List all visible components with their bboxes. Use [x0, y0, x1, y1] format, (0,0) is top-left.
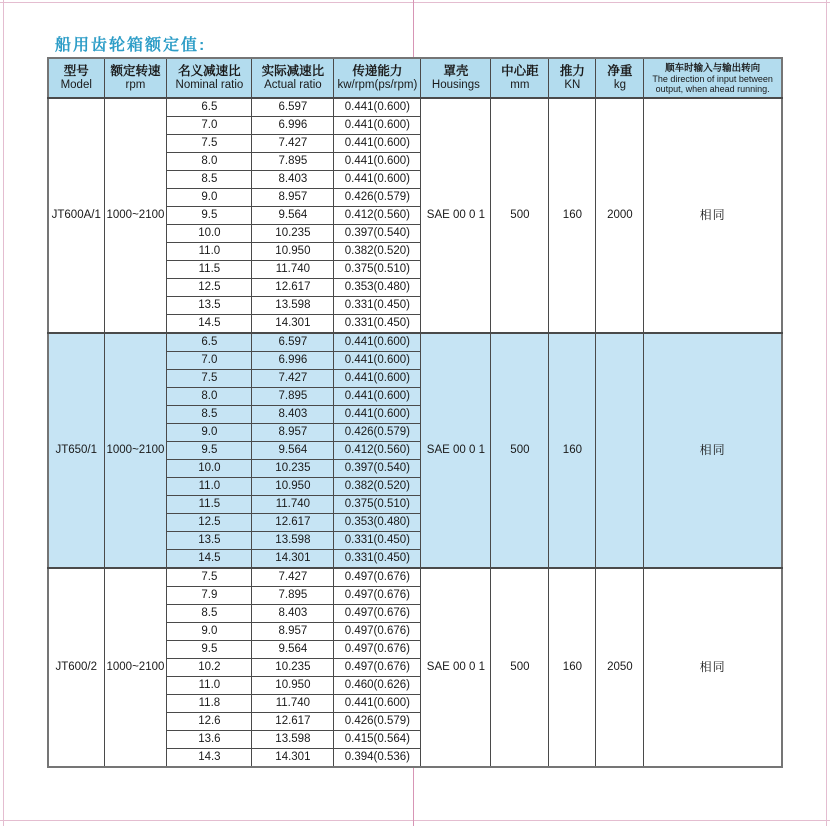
housing-cell: SAE 00 0 1: [421, 568, 491, 767]
actual-ratio-cell: 7.895: [252, 587, 334, 605]
header-rated-speed-en: rpm: [125, 79, 146, 91]
housing-cell: SAE 00 0 1: [421, 98, 491, 333]
capacity-cell: 0.441(0.600): [334, 695, 421, 713]
capacity-cell: 0.375(0.510): [334, 261, 421, 279]
header-direction-zh: 顺车时输入与输出转向: [665, 62, 761, 74]
actual-ratio-cell: 6.996: [252, 117, 334, 135]
header-nominal-ratio-en: Nominal ratio: [175, 79, 244, 91]
nominal-ratio-cell: 14.5: [167, 315, 252, 334]
model-cell: JT650/1: [48, 333, 104, 568]
guide-line-bottom: [0, 820, 830, 821]
capacity-cell: 0.415(0.564): [334, 731, 421, 749]
housing-cell: SAE 00 0 1: [421, 333, 491, 568]
header-thrust: [549, 58, 596, 98]
nominal-ratio-cell: 10.0: [167, 460, 252, 478]
capacity-cell: 0.497(0.676): [334, 605, 421, 623]
actual-ratio-cell: 13.598: [252, 532, 334, 550]
nominal-ratio-cell: 7.5: [167, 568, 252, 587]
nominal-ratio-cell: 14.5: [167, 550, 252, 569]
capacity-cell: 0.497(0.676): [334, 568, 421, 587]
capacity-cell: 0.331(0.450): [334, 532, 421, 550]
nominal-ratio-cell: 12.5: [167, 514, 252, 532]
weight-cell: 2000: [596, 98, 644, 333]
nominal-ratio-cell: 9.0: [167, 189, 252, 207]
header-weight: [596, 58, 644, 98]
actual-ratio-cell: 12.617: [252, 514, 334, 532]
capacity-cell: 0.441(0.600): [334, 98, 421, 117]
nominal-ratio-cell: 9.0: [167, 424, 252, 442]
header-center-distance-en: mm: [510, 79, 530, 91]
capacity-cell: 0.412(0.560): [334, 207, 421, 225]
actual-ratio-cell: 8.403: [252, 171, 334, 189]
nominal-ratio-cell: 11.0: [167, 677, 252, 695]
nominal-ratio-cell: 13.5: [167, 532, 252, 550]
data-row: [48, 98, 782, 117]
weight-cell: [596, 333, 644, 568]
actual-ratio-cell: 7.895: [252, 153, 334, 171]
capacity-cell: 0.331(0.450): [334, 297, 421, 315]
nominal-ratio-cell: 11.0: [167, 478, 252, 496]
actual-ratio-cell: 9.564: [252, 442, 334, 460]
center-distance-cell: 500: [491, 568, 549, 767]
nominal-ratio-cell: 7.0: [167, 117, 252, 135]
actual-ratio-cell: 13.598: [252, 731, 334, 749]
nominal-ratio-cell: 14.3: [167, 749, 252, 768]
nominal-ratio-cell: 11.0: [167, 243, 252, 261]
actual-ratio-cell: 8.403: [252, 605, 334, 623]
capacity-cell: 0.441(0.600): [334, 171, 421, 189]
header-weight-en: kg: [613, 79, 626, 91]
capacity-cell: 0.441(0.600): [334, 388, 421, 406]
header-model: [48, 58, 104, 98]
capacity-cell: 0.441(0.600): [334, 352, 421, 370]
actual-ratio-cell: 10.950: [252, 478, 334, 496]
data-row: [48, 333, 782, 352]
header-model-en: Model: [60, 79, 92, 91]
data-row: [48, 568, 782, 587]
nominal-ratio-cell: 7.5: [167, 135, 252, 153]
capacity-cell: 0.441(0.600): [334, 370, 421, 388]
thrust-cell: 160: [549, 568, 596, 767]
model-cell: JT600/2: [48, 568, 104, 767]
capacity-cell: 0.441(0.600): [334, 333, 421, 352]
actual-ratio-cell: 14.301: [252, 315, 334, 334]
nominal-ratio-cell: 10.0: [167, 225, 252, 243]
actual-ratio-cell: 11.740: [252, 261, 334, 279]
capacity-cell: 0.331(0.450): [334, 315, 421, 334]
capacity-cell: 0.441(0.600): [334, 117, 421, 135]
header-capacity-zh: 传递能力: [352, 64, 403, 78]
actual-ratio-cell: 8.957: [252, 424, 334, 442]
capacity-cell: 0.394(0.536): [334, 749, 421, 768]
thrust-cell: 160: [549, 98, 596, 333]
capacity-cell: 0.426(0.579): [334, 713, 421, 731]
actual-ratio-cell: 11.740: [252, 496, 334, 514]
capacity-cell: 0.353(0.480): [334, 279, 421, 297]
model-cell: JT600A/1: [48, 98, 104, 333]
capacity-cell: 0.412(0.560): [334, 442, 421, 460]
guide-line-left: [3, 0, 4, 826]
nominal-ratio-cell: 9.0: [167, 623, 252, 641]
capacity-cell: 0.497(0.676): [334, 587, 421, 605]
rated-speed-cell: 1000~2100: [104, 98, 167, 333]
actual-ratio-cell: 14.301: [252, 550, 334, 569]
capacity-cell: 0.426(0.579): [334, 189, 421, 207]
actual-ratio-cell: 8.957: [252, 623, 334, 641]
capacity-cell: 0.397(0.540): [334, 225, 421, 243]
actual-ratio-cell: 10.235: [252, 225, 334, 243]
capacity-cell: 0.375(0.510): [334, 496, 421, 514]
capacity-cell: 0.460(0.626): [334, 677, 421, 695]
nominal-ratio-cell: 13.5: [167, 297, 252, 315]
header-housings: [421, 58, 491, 98]
capacity-cell: 0.426(0.579): [334, 424, 421, 442]
nominal-ratio-cell: 10.2: [167, 659, 252, 677]
header-thrust-en: KN: [564, 79, 581, 91]
table-body: [48, 98, 782, 767]
header-direction: [644, 58, 782, 98]
nominal-ratio-cell: 9.5: [167, 641, 252, 659]
nominal-ratio-cell: 9.5: [167, 207, 252, 225]
thrust-cell: 160: [549, 333, 596, 568]
actual-ratio-cell: 8.957: [252, 189, 334, 207]
capacity-cell: 0.497(0.676): [334, 641, 421, 659]
nominal-ratio-cell: 8.5: [167, 406, 252, 424]
capacity-cell: 0.353(0.480): [334, 514, 421, 532]
capacity-cell: 0.441(0.600): [334, 153, 421, 171]
nominal-ratio-cell: 8.0: [167, 388, 252, 406]
center-distance-cell: 500: [491, 98, 549, 333]
actual-ratio-cell: 7.427: [252, 135, 334, 153]
page-title: 船用齿轮箱额定值:: [55, 37, 207, 54]
header-actual-ratio: [252, 58, 334, 98]
header-center-distance-zh: 中心距: [501, 64, 539, 78]
nominal-ratio-cell: 7.0: [167, 352, 252, 370]
capacity-cell: 0.441(0.600): [334, 135, 421, 153]
actual-ratio-cell: 7.895: [252, 388, 334, 406]
capacity-cell: 0.397(0.540): [334, 460, 421, 478]
actual-ratio-cell: 11.740: [252, 695, 334, 713]
header-housings-en: Housings: [431, 79, 480, 91]
header-actual-ratio-zh: 实际减速比: [261, 64, 325, 78]
actual-ratio-cell: 6.597: [252, 333, 334, 352]
capacity-cell: 0.382(0.520): [334, 243, 421, 261]
center-distance-cell: 500: [491, 333, 549, 568]
capacity-cell: 0.331(0.450): [334, 550, 421, 569]
guide-line-right: [826, 0, 827, 826]
nominal-ratio-cell: 9.5: [167, 442, 252, 460]
weight-cell: 2050: [596, 568, 644, 767]
capacity-cell: 0.497(0.676): [334, 623, 421, 641]
header-direction-en: The direction of input between output, when ahead running.: [652, 73, 773, 94]
header-actual-ratio-en: Actual ratio: [264, 79, 322, 91]
header-nominal-ratio-zh: 名义减速比: [178, 64, 241, 78]
actual-ratio-cell: 8.403: [252, 406, 334, 424]
nominal-ratio-cell: 8.5: [167, 171, 252, 189]
header-housings-zh: 罩壳: [443, 64, 469, 78]
header-weight-zh: 净重: [607, 64, 633, 78]
direction-cell: 相同: [644, 333, 782, 568]
actual-ratio-cell: 7.427: [252, 568, 334, 587]
actual-ratio-cell: 12.617: [252, 279, 334, 297]
actual-ratio-cell: 10.235: [252, 659, 334, 677]
nominal-ratio-cell: 8.0: [167, 153, 252, 171]
nominal-ratio-cell: 7.9: [167, 587, 252, 605]
header-center-distance: [491, 58, 549, 98]
capacity-cell: 0.441(0.600): [334, 406, 421, 424]
actual-ratio-cell: 10.235: [252, 460, 334, 478]
direction-cell: 相同: [644, 568, 782, 767]
header-model-zh: 型号: [63, 64, 89, 78]
actual-ratio-cell: 12.617: [252, 713, 334, 731]
table-header-row: [48, 58, 782, 98]
capacity-cell: 0.497(0.676): [334, 659, 421, 677]
actual-ratio-cell: 9.564: [252, 207, 334, 225]
guide-line-top: [0, 2, 830, 3]
nominal-ratio-cell: 11.5: [167, 496, 252, 514]
actual-ratio-cell: 9.564: [252, 641, 334, 659]
nominal-ratio-cell: 7.5: [167, 370, 252, 388]
rated-speed-cell: 1000~2100: [104, 568, 167, 767]
rated-speed-cell: 1000~2100: [104, 333, 167, 568]
direction-cell: 相同: [644, 98, 782, 333]
header-capacity-en: kw/rpm(ps/rpm): [337, 79, 418, 91]
header-thrust-zh: 推力: [559, 64, 585, 78]
nominal-ratio-cell: 11.5: [167, 261, 252, 279]
header-capacity: [334, 58, 421, 98]
nominal-ratio-cell: 6.5: [167, 98, 252, 117]
header-nominal-ratio: [167, 58, 252, 98]
nominal-ratio-cell: 13.6: [167, 731, 252, 749]
actual-ratio-cell: 13.598: [252, 297, 334, 315]
actual-ratio-cell: 6.597: [252, 98, 334, 117]
actual-ratio-cell: 14.301: [252, 749, 334, 768]
actual-ratio-cell: 7.427: [252, 370, 334, 388]
header-rated-speed-zh: 额定转速: [110, 64, 161, 78]
actual-ratio-cell: 10.950: [252, 243, 334, 261]
nominal-ratio-cell: 6.5: [167, 333, 252, 352]
nominal-ratio-cell: 8.5: [167, 605, 252, 623]
header-rated-speed: [104, 58, 167, 98]
actual-ratio-cell: 6.996: [252, 352, 334, 370]
nominal-ratio-cell: 12.6: [167, 713, 252, 731]
actual-ratio-cell: 10.950: [252, 677, 334, 695]
gearbox-spec-table: [47, 57, 783, 768]
capacity-cell: 0.382(0.520): [334, 478, 421, 496]
nominal-ratio-cell: 11.8: [167, 695, 252, 713]
nominal-ratio-cell: 12.5: [167, 279, 252, 297]
